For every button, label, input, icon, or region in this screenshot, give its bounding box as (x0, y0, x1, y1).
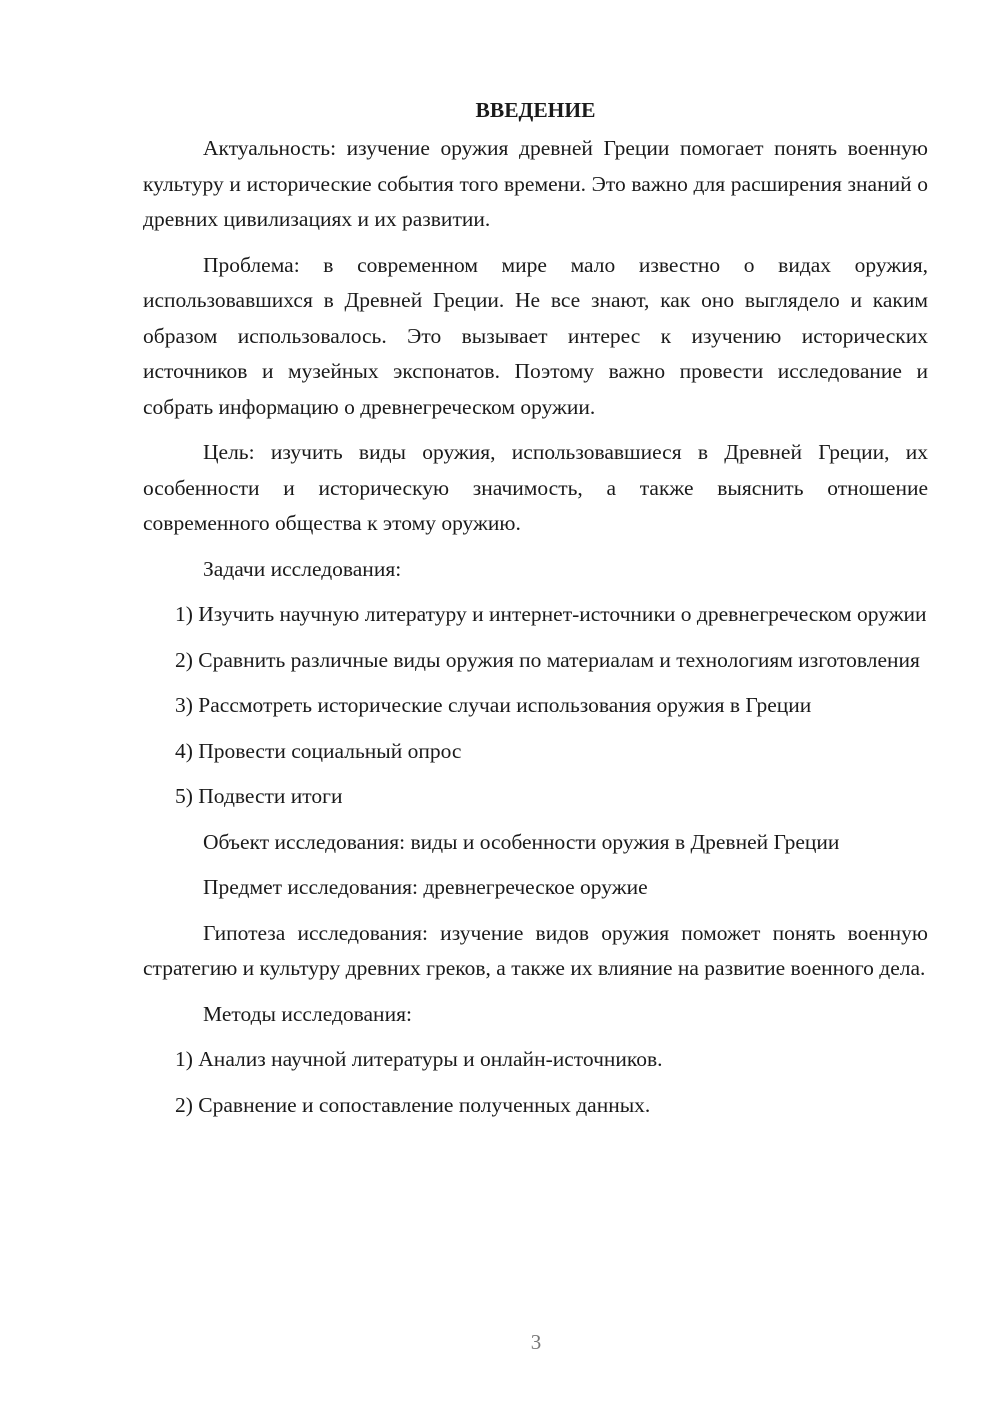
object-paragraph: Объект исследования: виды и особенности оружия в Древней Греции (203, 829, 840, 854)
methods-heading: Методы исследования: (203, 1001, 412, 1026)
relevance-paragraph: Актуальность: изучение оружия древней Греции помогает понять военную культуру и исторические события того времени. Это важно для расширения знаний о древних цивилизациях и их развитии. (143, 136, 928, 231)
task-item: 4) Провести социальный опрос (175, 738, 462, 763)
method-item: 2) Сравнение и сопоставление полученных данных. (175, 1092, 651, 1117)
task-item: 2) Сравнить различные виды оружия по материалам и технологиям изготовления (175, 647, 920, 672)
subject-paragraph: Предмет исследования: древнегреческое оружие (203, 875, 648, 899)
task-item: 5) Подвести итоги (175, 784, 343, 808)
method-item: 1) Анализ научной литературы и онлайн-источников. (175, 1047, 663, 1071)
tasks-heading: Задачи исследования: (203, 556, 402, 581)
task-item: 1) Изучить научную литературу и интернет-источники о древнегреческом оружии (175, 602, 927, 626)
hypothesis-paragraph: Гипотеза исследования: изучение видов оружия поможет понять военную стратегию и культуру древних греков, а также их влияние на развитие военного дела. (143, 920, 928, 980)
problem-paragraph: Проблема: в современном мире мало известно о видах оружия, использовавшихся в Древней Греции. Не все знают, как оно выглядело и каким образом использовалось. Это вызывает интерес к изучению исторических источников и музейных экспонатов. Поэтому важно провести исследование и собрать информацию о древнегреческом оружии. (143, 252, 928, 419)
section-title: ВВЕДЕНИЕ (475, 98, 596, 122)
page-content (143, 94, 928, 1133)
task-item: 3) Рассмотреть исторические случаи использования оружия в Греции (175, 693, 812, 717)
goal-paragraph: Цель: изучить виды оружия, использовавшиеся в Древней Греции, их особенности и историческую значимость, а также выяснить отношение современного общества к этому оружию. (143, 440, 928, 535)
page-number: 3 (530, 1330, 542, 1354)
